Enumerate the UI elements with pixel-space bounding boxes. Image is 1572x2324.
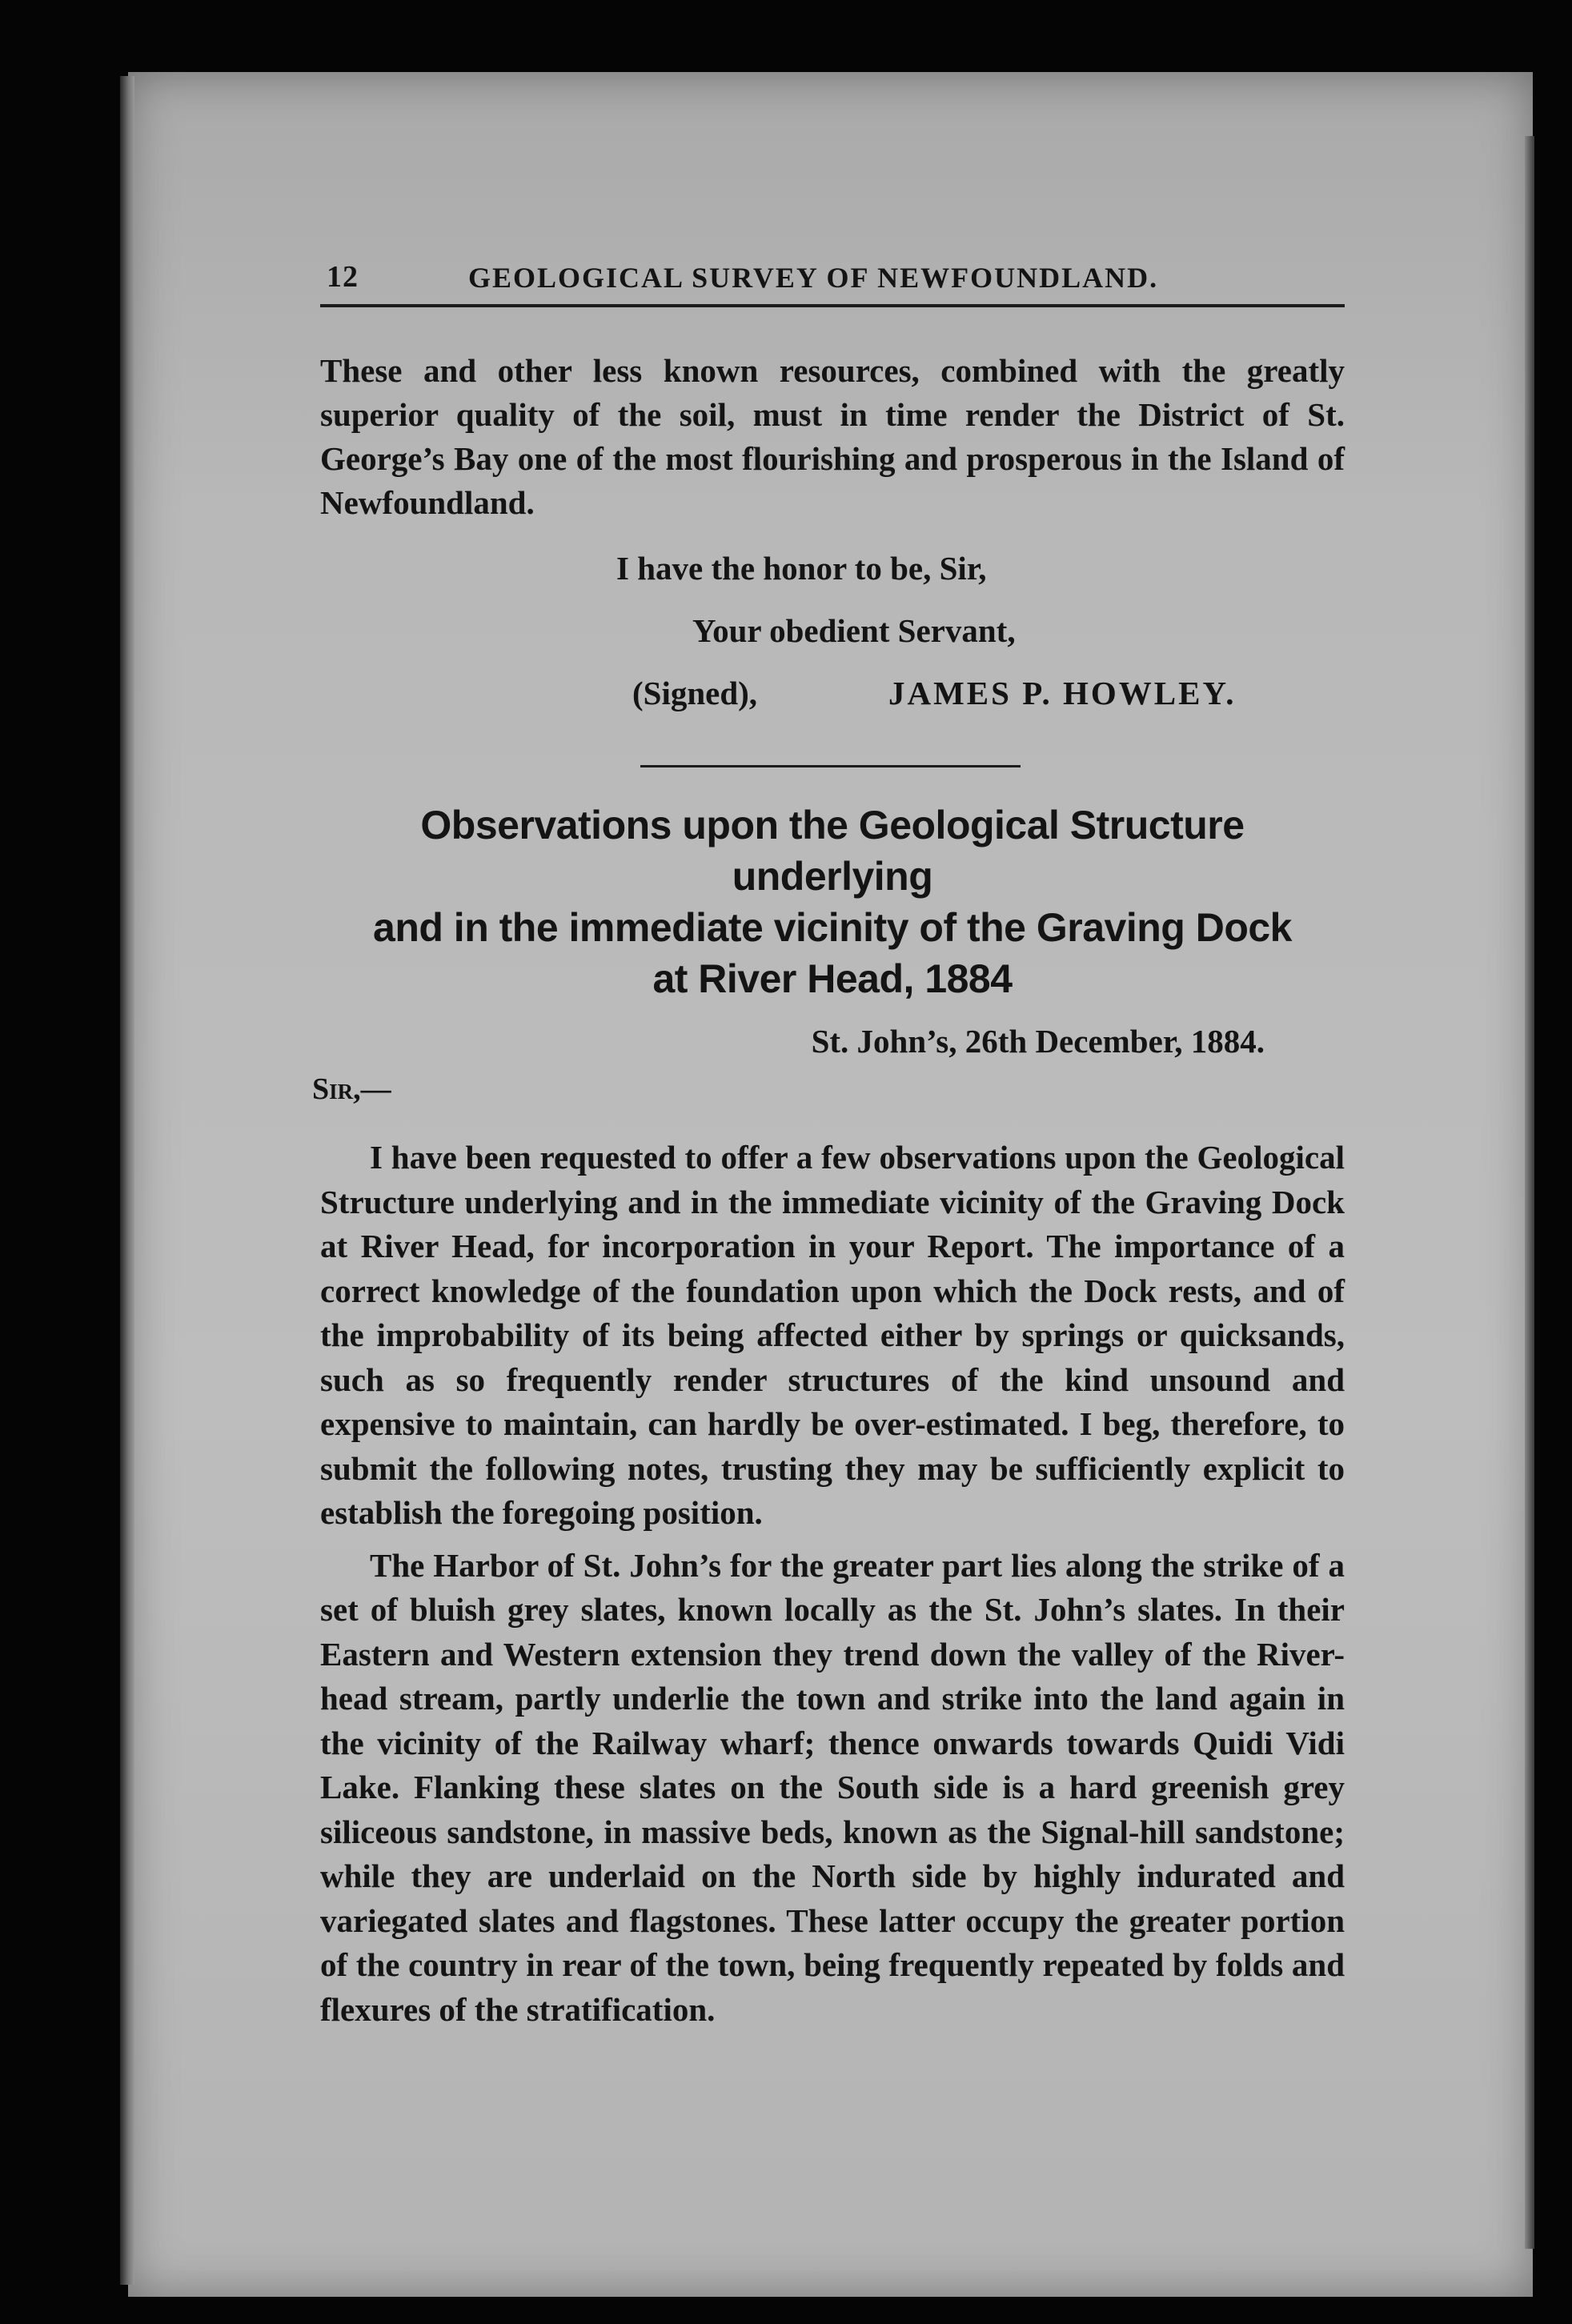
body-paragraph: The Harbor of St. John’s for the greater part lies along the strike of a set of bluish grey slates, known locally as the St. John’s slates. In their Eastern and Western extension they trend down the valley of the River-head stream, partly underlie the town and strike into the land again in the vicinity of the Railway wharf; thence onwards towards Quidi Vidi Lake. Flanking these slates on the South side is a hard greenish grey siliceous sandstone, in massive beds, known as the Signal-hill sandstone; while they are underlaid on the North side by highly indurated and variegated slates and flagstones. These latter occupy the greater portion of the country in rear of the town, being frequently repeated by folds and flexures of the stratification. <box>320 1546 1345 2028</box>
running-header <box>320 256 1345 307</box>
article-title-line: Observations upon the Geological Structure underlying <box>420 803 1245 899</box>
intro-paragraph: These and other less known resources, combined with the greatly superior quality of the soil, must in time render the District of St. George’s Bay one of the most flourishing and prosperous in the Island of Newfoundland. <box>320 352 1345 521</box>
signature-line <box>632 669 1345 717</box>
closing-line-1: I have the honor to be, Sir, <box>616 550 987 587</box>
salutation: Sir,— <box>312 1072 391 1106</box>
section-divider <box>640 765 1021 767</box>
page-number: 12 <box>327 260 359 294</box>
page-right-edge <box>1525 136 1534 2249</box>
signed-label: (Signed), <box>632 675 758 711</box>
dateline: St. John’s, 26th December, 1884. <box>811 1023 1265 1060</box>
article-title <box>320 799 1345 1004</box>
article-title-line: at River Head, 1884 <box>652 956 1013 1001</box>
page-content <box>312 256 1345 2032</box>
closing-line-2: Your obedient Servant, <box>692 612 1016 649</box>
running-title: GEOLOGICAL SURVEY OF NEWFOUNDLAND. <box>468 262 1159 294</box>
article-title-line: and in the immediate vicinity of the Graving Dock <box>373 905 1292 950</box>
signatory-name: JAMES P. HOWLEY. <box>888 675 1237 711</box>
body-paragraph: I have been requested to offer a few observations upon the Geological Structure underlying and in the immediate vicinity of the Graving Dock at River Head, for incorporation in your Report. The importance of a correct knowledge of the foundation upon which the Dock rests, and of the improbability of its being affected either by springs or quicksands, such as so frequently render structures of the kind unsound and expensive to maintain, can hardly be over-estimated. I beg, therefore, to submit the following notes, trusting they may be sufficiently explicit to establish the foregoing position. <box>320 1139 1345 1531</box>
page-binding-edge <box>120 76 134 2285</box>
